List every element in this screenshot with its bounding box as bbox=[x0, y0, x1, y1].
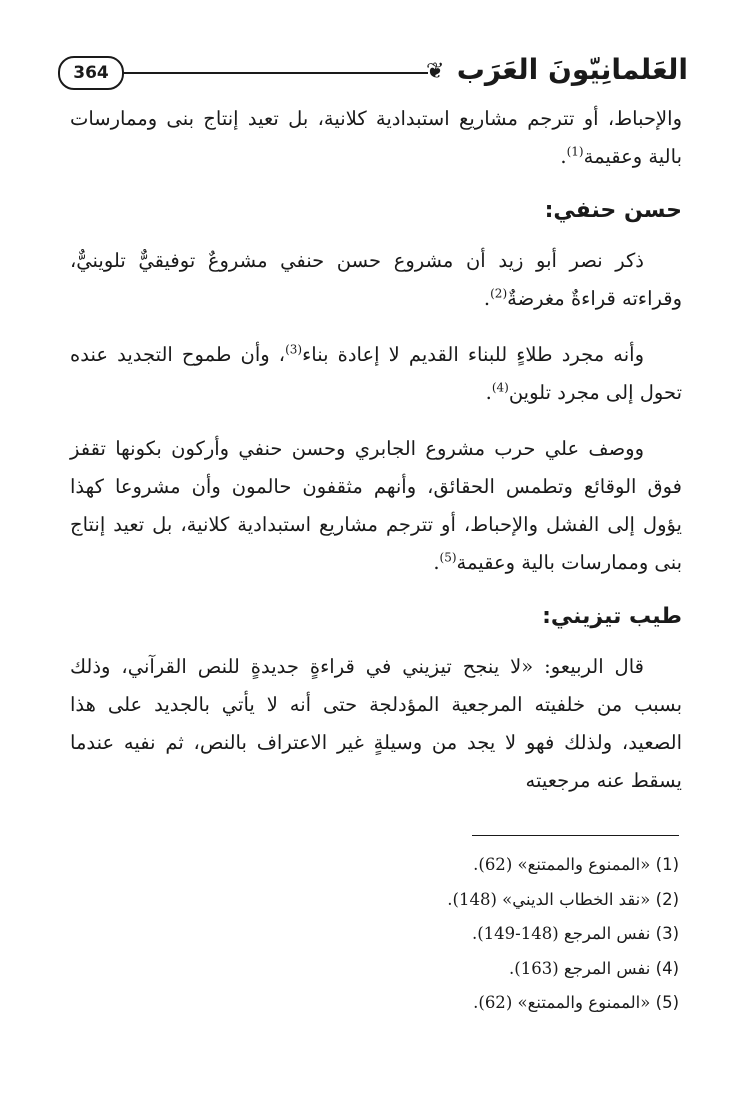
paragraph-text: ووصف علي حرب مشروع الجابري وحسن حنفي وأركون بكونها تقفز فوق الوقائع وتطمس الحقائق، وأنهم مثقفون حالمون وأن مشروعا كهذا يؤول إلى الفشل والإحباط، أو تترجم مشاريع استبدادية كلانية، بل تعيد إنتاج بنى وممارسات بالية وعقيمة bbox=[70, 437, 682, 574]
punctuation: . bbox=[483, 287, 491, 310]
footnote-item bbox=[79, 952, 679, 987]
footnote-ref: (5) bbox=[439, 550, 457, 565]
paragraph-ali-harb bbox=[70, 430, 682, 582]
footnote-text: «الممنوع والممتنع» (62). bbox=[473, 993, 651, 1012]
footnotes-list bbox=[79, 848, 679, 1021]
footnote-number: (1) bbox=[655, 855, 679, 874]
paragraph-rabiou bbox=[70, 648, 682, 800]
paragraph-renovation bbox=[70, 336, 682, 412]
footnote-text: نفس المرجع (163). bbox=[509, 958, 651, 978]
page-number: 364 bbox=[58, 56, 124, 90]
footnote-ref: (4) bbox=[491, 380, 509, 395]
footnote-number: (3) bbox=[655, 924, 679, 943]
paragraph-text: والإحباط، أو تترجم مشاريع استبدادية كلانية، بل تعيد إنتاج بنى وممارسات بالية bbox=[70, 107, 682, 168]
ornament-icon: ❦ bbox=[426, 59, 445, 84]
footnote-number: (4) bbox=[655, 958, 679, 978]
paragraph-text: قال الربيعو: «لا ينجح تيزيني في قراءةٍ جديدةٍ للنص القرآني، وذلك بسبب من خلفيته المرجعية المؤدلجة حتى أنه لا يأتي بالجديد على هذا الصعيد، ولذلك فهو لا يجد من وسيلةٍ غير الاعتراف بالنص، ثم نفيه عندما يسقط عنه مرجعيته bbox=[70, 655, 682, 792]
paragraph-text: وعقيمة bbox=[583, 145, 643, 168]
footnote-ref: (1) bbox=[566, 144, 584, 159]
footnote-item bbox=[79, 848, 679, 883]
paragraph-text: ذكر نصر أبو زيد أن مشروع حسن حنفي مشروعٌ توفيقيٌّ تلوينيٌّ، وقراءته قراءةٌ مغرضةٌ bbox=[70, 249, 682, 310]
footnote-text: نفس المرجع (148-149). bbox=[471, 924, 651, 943]
paragraph-abu-zayd bbox=[70, 242, 682, 318]
paragraph-text: ، وأن طموح التجديد عنده تحول إلى مجرد تلوين bbox=[70, 343, 682, 404]
punctuation: . bbox=[485, 381, 492, 404]
punctuation: . bbox=[560, 145, 567, 168]
section-heading-tizini: طيب تيزيني: bbox=[542, 604, 682, 629]
paragraph-text: وأنه مجرد طلاءٍ للبناء القديم لا إعادة بناء bbox=[302, 343, 645, 366]
footnote-text: «نقد الخطاب الديني» (148). bbox=[447, 889, 651, 909]
footnote-item bbox=[79, 883, 679, 918]
footnote-separator bbox=[472, 835, 679, 836]
section-heading-hanafi: حسن حنفي: bbox=[544, 198, 682, 223]
book-title: العَلمانِيّونَ العَرَب bbox=[456, 53, 688, 86]
header-rule bbox=[118, 72, 428, 74]
footnote-number: (2) bbox=[655, 889, 679, 909]
punctuation: . bbox=[433, 551, 440, 574]
footnote-ref: (2) bbox=[490, 286, 508, 301]
footnote-number: (5) bbox=[655, 993, 679, 1012]
paragraph-continuation bbox=[70, 100, 682, 176]
footnote-text: «الممنوع والممتنع» (62). bbox=[473, 855, 651, 874]
footnote-item bbox=[79, 986, 679, 1021]
footnote-ref: (3) bbox=[285, 342, 303, 357]
footnote-item bbox=[79, 917, 679, 952]
page-header bbox=[58, 52, 688, 92]
main-text bbox=[70, 100, 682, 818]
